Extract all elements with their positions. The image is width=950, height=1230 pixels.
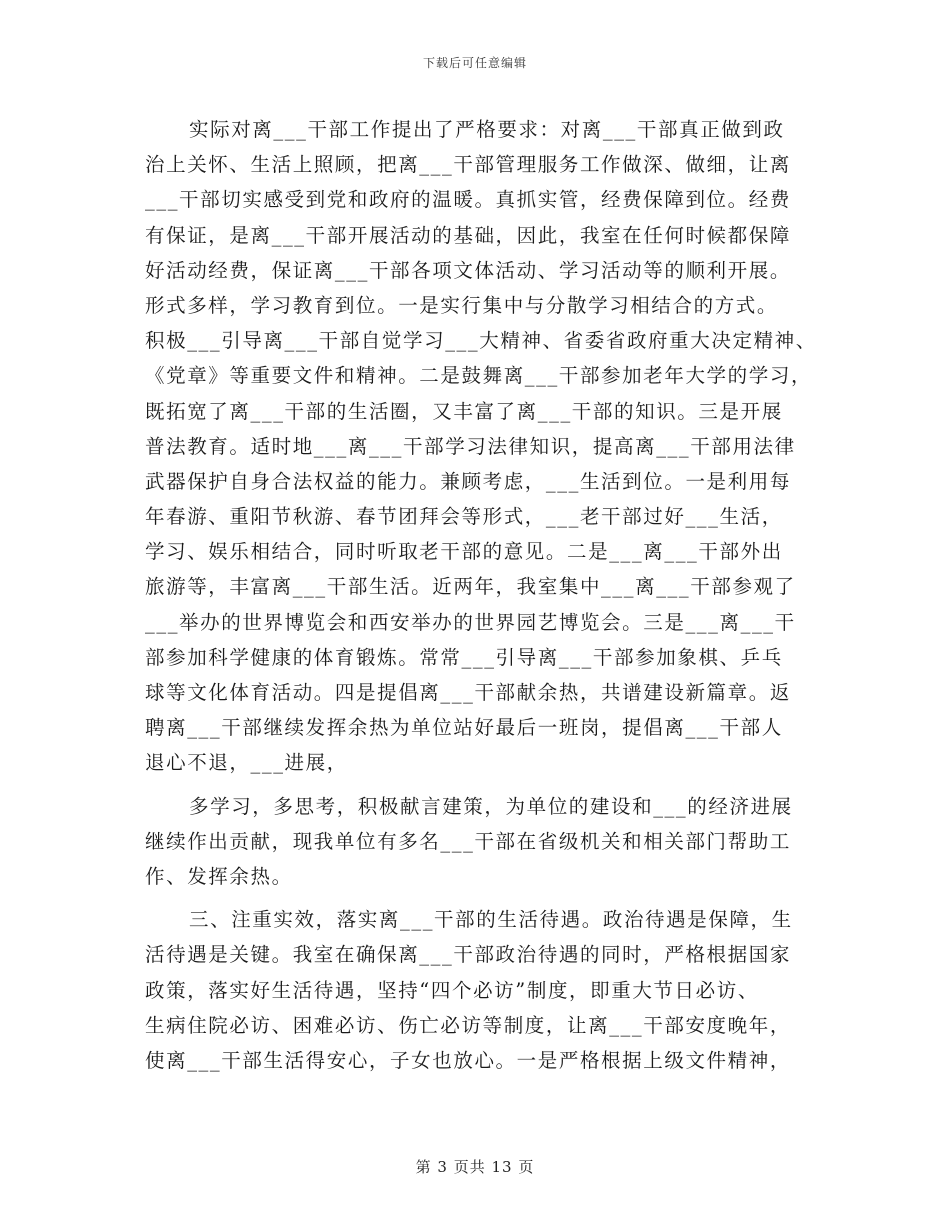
text-line: 聘离___干部继续发挥余热为单位站好最后一班岗，提倡离___干部人 bbox=[145, 716, 783, 740]
text-line: 多学习，多思考，积极献言建策，为单位的建设和___的经济进展 bbox=[189, 794, 793, 818]
text-line: ___举办的世界博览会和西安举办的世界园艺博览会。三是___离___干 bbox=[145, 610, 796, 634]
page-number: 第 3 页共 13 页 bbox=[415, 1158, 535, 1176]
text-line: 《党章》等重要文件和精神。二是鼓舞离___干部参加老年大学的学习， bbox=[145, 364, 813, 388]
text-line: 学习、娱乐相结合，同时听取老干部的意见。二是___离___干部外出 bbox=[145, 540, 783, 564]
text-line: ___干部切实感受到党和政府的温暖。真抓实管，经费保障到位。经费 bbox=[145, 188, 791, 212]
text-line: 三、注重实效，落实离___干部的生活待遇。政治待遇是保障，生 bbox=[189, 908, 793, 932]
page-header: 下载后可任意编辑 bbox=[422, 56, 527, 70]
text-line: 好活动经费，保证离___干部各项文体活动、学习活动等的顺利开展。 bbox=[145, 258, 791, 282]
text-line: 有保证，是离___干部开展活动的基础，因此，我室在任何时候都保障 bbox=[145, 223, 791, 247]
text-line: 形式多样，学习教育到位。一是实行集中与分散学习相结合的方式。 bbox=[145, 293, 779, 317]
text-line: 积极___引导离___干部自觉学习___大精神、省委省政府重大决定精神、 bbox=[145, 329, 817, 353]
text-line: 活待遇是关键。我室在确保离___干部政治待遇的同时，严格根据国家 bbox=[145, 943, 791, 967]
paragraph-3 bbox=[145, 902, 815, 1078]
paragraph-1 bbox=[145, 112, 815, 781]
text-line: 退心不退，___进展， bbox=[145, 751, 348, 775]
text-line: 治上关怀、生活上照顾，把离___干部管理服务工作做深、做细，让离 bbox=[145, 153, 791, 177]
text-line: 作、发挥余热。 bbox=[145, 864, 293, 888]
text-line: 既拓宽了离___干部的生活圈，又丰富了离___干部的知识。三是开展 bbox=[145, 399, 783, 423]
text-line: 继续作出贡献，现我单位有多名___干部在省级机关和相关部门帮助工 bbox=[145, 829, 791, 853]
text-line: 实际对离___干部工作提出了严格要求：对离___干部真正做到政 bbox=[189, 118, 785, 141]
text-line: 年春游、重阳节秋游、春节团拜会等形式，___老干部过好___生活， bbox=[145, 505, 783, 529]
text-line: 使离___干部生活得安心，子女也放心。一是严格根据上级文件精神， bbox=[145, 1048, 791, 1072]
text-line: 旅游等，丰富离___干部生活。近两年，我室集中___离___干部参观了 bbox=[145, 575, 796, 599]
text-line: 普法教育。适时地___离___干部学习法律知识，提高离___干部用法律 bbox=[145, 434, 796, 458]
text-line: 生病住院必访、困难必访、伤亡必访等制度，让离___干部安度晚年， bbox=[145, 1013, 791, 1037]
paragraph-2 bbox=[145, 789, 815, 895]
text-line: 政策，落实好生活待遇，坚持“四个必访”制度，即重大节日必访、 bbox=[145, 978, 759, 1002]
text-line: 部参加科学健康的体育锻炼。常常___引导离___干部参加象棋、乒乓 bbox=[145, 645, 783, 669]
text-line: 武器保护自身合法权益的能力。兼顾考虑，___生活到位。一是利用每 bbox=[145, 469, 791, 493]
document-body bbox=[145, 112, 815, 1086]
text-line: 球等文化体育活动。四是提倡离___干部献余热，共谱建设新篇章。返 bbox=[145, 681, 791, 704]
